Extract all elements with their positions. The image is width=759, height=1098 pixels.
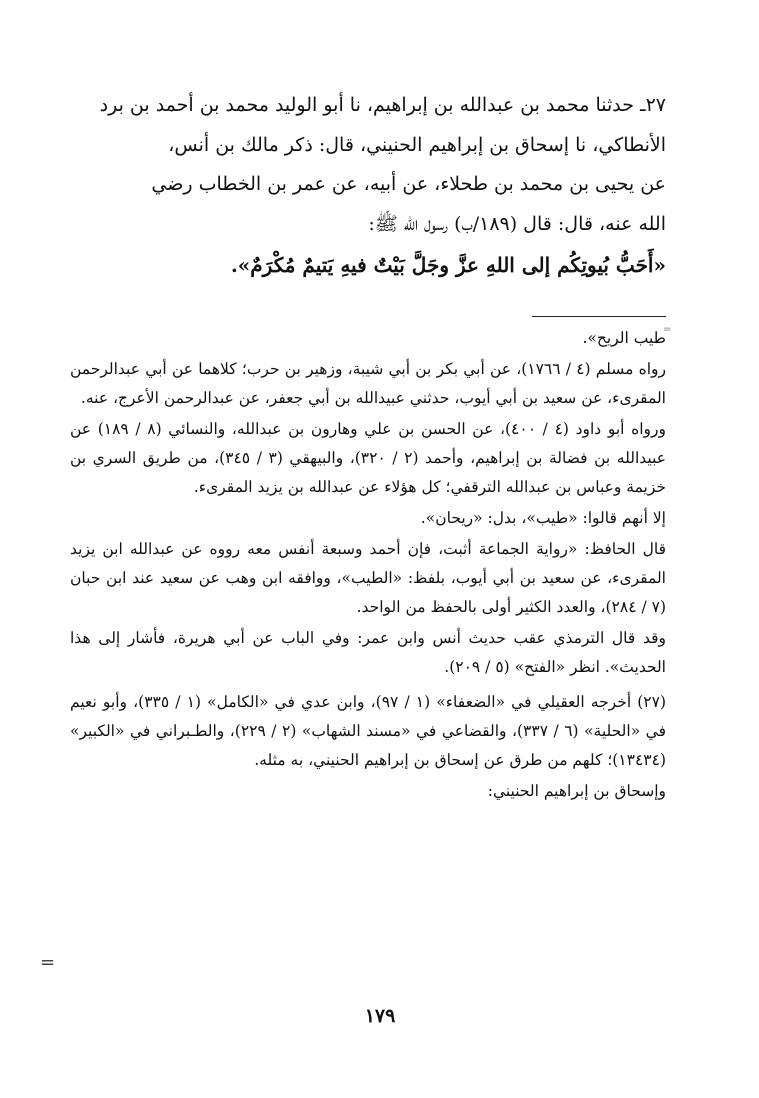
main-line: الأنطاكي، نا إسحاق بن إبراهيم الحنيني، قال: ذكر مالك بن أنس، (168, 133, 666, 156)
main-line: ٢٧ـ حدثنا محمد بن عبدالله بن إبراهيم، نا أبو الوليد محمد بن أحمد بن برد (99, 94, 666, 116)
footnote-separator (532, 316, 666, 317)
footnote-paragraph: وقد قال الترمذي عقب حديث أنس وابن عمر: وفي الباب عن أبي هريرة، فأشار إلى هذا الحديث». انظر «الفتح» (٥ / ٢٠٩). (70, 629, 666, 676)
footnote-paragraph: إلا أنهم قالوا: «طيب»، بدل: «ريحان». (420, 509, 666, 527)
hadith-text: «أَحَبُّ بُيوتِكُم إلى اللهِ عزَّ وجَلَّ بَيْتٌ فيهِ يَتيمٌ مُكْرَمٌ». (230, 253, 666, 277)
margin-mark-small: = (663, 324, 672, 335)
footnote-paragraph: ورواه أبو داود (٤ / ٤٠٠)، عن الحسن بن علي وهارون بن عبدالله، والنسائي (٨ / ١٨٩) عن عبيدالله بن فضالة بن إبراهيم، وأحمد (٢ / ٣٢٠)، والبيهقي (٣ / ٣٤٥)، من طريق السري بن خزيمة وعباس بن عبدالله الترقفي؛ كل هؤلاء عن عبدالله بن يزيد المقرىء. (70, 420, 667, 496)
footnotes (70, 324, 666, 808)
page-number: ١٧٩ (364, 1005, 396, 1027)
main-line: الله عنه، قال: قال (١٨٩/ب) رسول الله ﷺ: (368, 212, 666, 235)
margin-mark-big: = (40, 952, 56, 973)
footnote-paragraph: قال الحافظ: «رواية الجماعة أثبت، فإن أحمد وسبعة أنفس معه رووه عن عبدالله ابن يزيد المقرىء، عن سعيد بن أبي أيوب، بلفظ: «الطيب»، ووافقه ابن وهب عن سعيد عند ابن حبان (٧ / ٢٨٤)، والعدد الكثير أولى بالحفظ من الواحد. (70, 540, 666, 616)
hadith-body (66, 86, 666, 286)
footnote-paragraph: طيب الريح». (582, 329, 666, 347)
footnote-27: (٢٧) أخرجه العقيلي في «الضعفاء» (١ / ٩٧)، وابن عدي في «الكامل» (١ / ٣٣٥)، وأبو نعيم في «الحلية» (٦ / ٣٣٧)، والقضاعي في «مسند الشهاب» (٢ / ٢٢٩)، والطـبراني في «الكبير» (١٣٤٣٤)؛ كلهم من طرق عن إسحاق بن إبراهيم الحنيني، به مثله. (70, 693, 667, 769)
main-line: عن يحيى بن محمد بن طحلاء، عن أبيه، عن عمر بن الخطاب رضي (151, 173, 666, 195)
footnote-paragraph: رواه مسلم (٤ / ١٧٦٦)، عن أبي بكر بن أبي شيبة، وزهير بن حرب؛ كلاهما عن أبي عبدالرحمن المقرىء، عن سعيد بن أبي أيوب، حدثني عبيدالله بن أبي جعفر، عن عبدالرحمن الأعرج، عنه. (70, 360, 666, 407)
footnote-27-continuation: وإسحاق بن إبراهيم الحنيني: (487, 782, 666, 800)
